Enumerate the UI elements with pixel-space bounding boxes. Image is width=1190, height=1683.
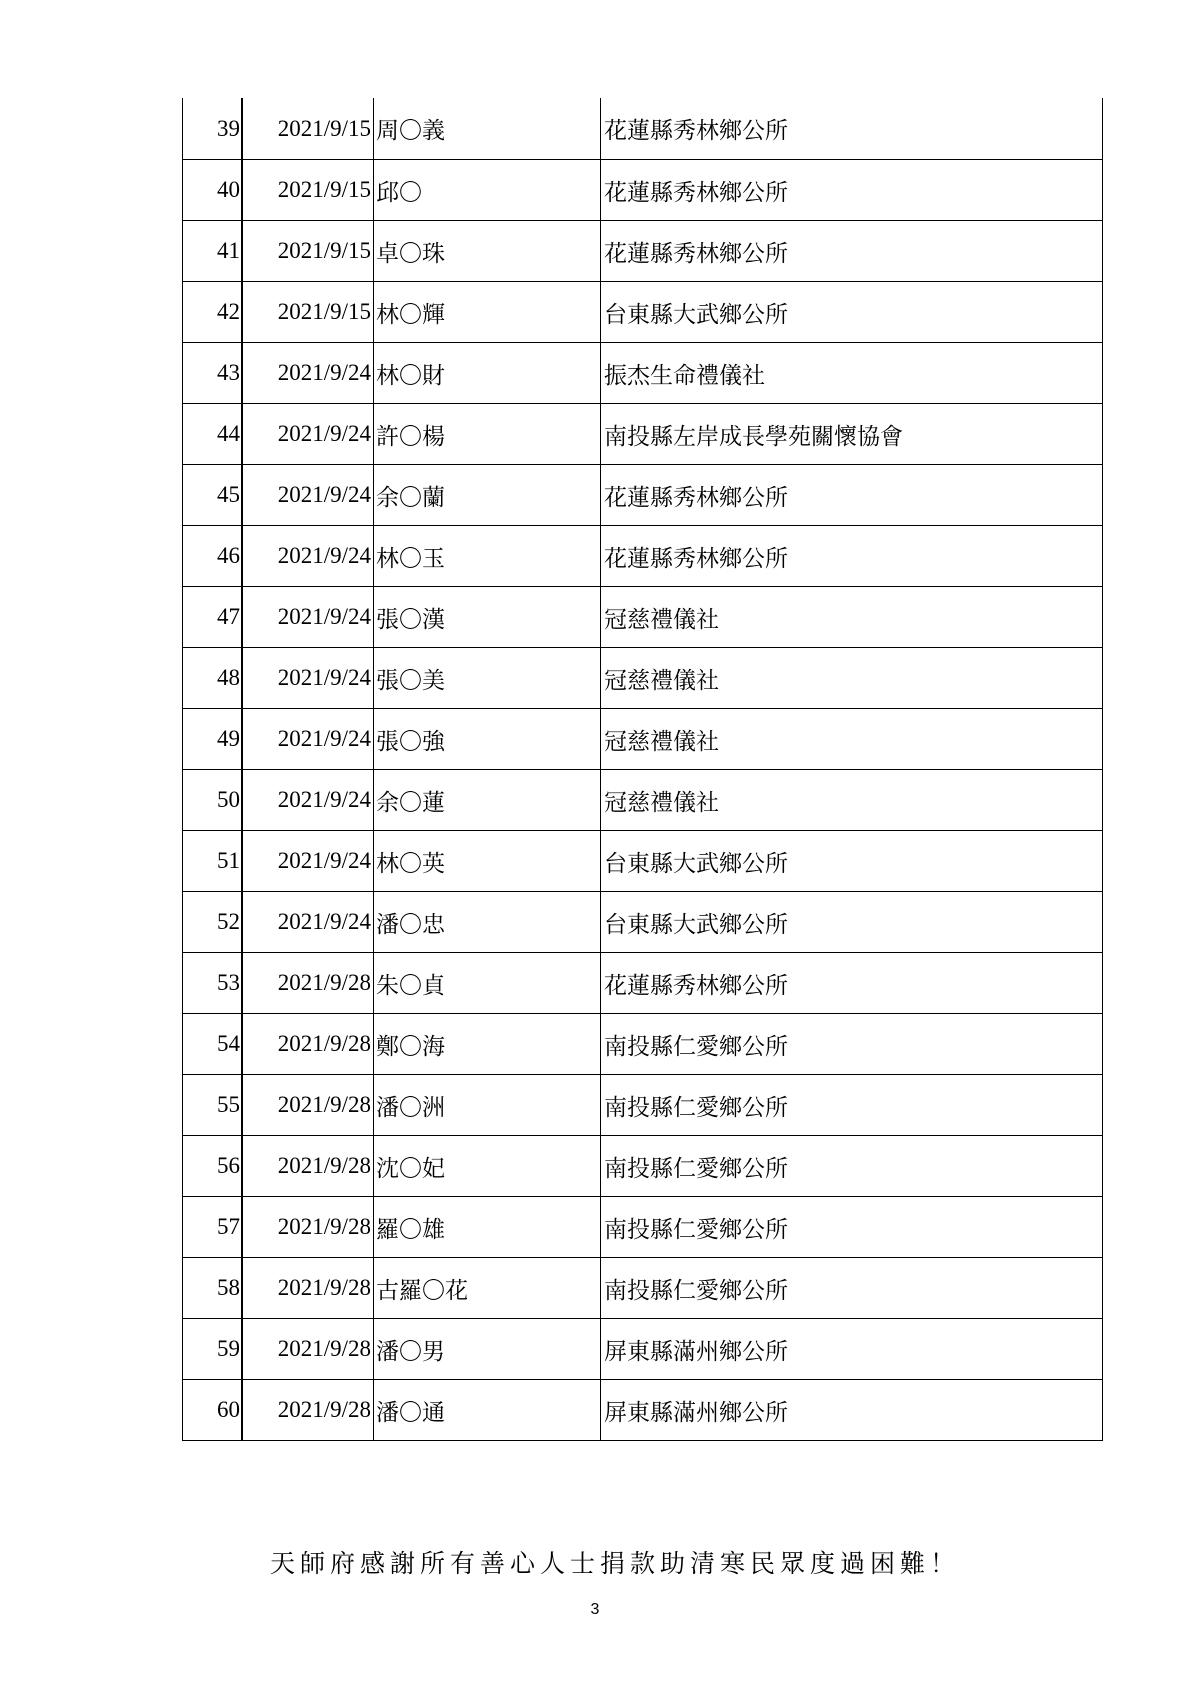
donor-name-cell bbox=[374, 343, 601, 404]
recipient-org-cell bbox=[601, 1258, 1103, 1319]
donation-date-cell-text: 2021/9/28 bbox=[277, 1153, 371, 1178]
row-number-cell-text: 41 bbox=[217, 238, 240, 263]
donor-name-cell-text: 張〇漢 bbox=[376, 606, 445, 632]
row-number-cell-text: 60 bbox=[217, 1397, 240, 1422]
recipient-org-cell-text: 南投縣仁愛鄉公所 bbox=[604, 1155, 788, 1181]
row-number-cell bbox=[183, 1319, 243, 1380]
recipient-org-cell-text: 南投縣仁愛鄉公所 bbox=[604, 1277, 788, 1303]
row-number-cell-text: 50 bbox=[217, 787, 240, 812]
recipient-org-cell bbox=[601, 282, 1103, 343]
donor-name-cell bbox=[374, 98, 601, 160]
row-number-cell-text: 40 bbox=[217, 177, 240, 202]
donor-name-cell-text: 林〇玉 bbox=[376, 545, 445, 571]
donation-date-cell-text: 2021/9/28 bbox=[277, 1214, 371, 1239]
recipient-org-cell bbox=[601, 709, 1103, 770]
donation-date-cell bbox=[242, 465, 374, 526]
table-row bbox=[183, 404, 1103, 465]
page-number: 3 bbox=[590, 1601, 600, 1618]
donor-name-cell-text: 許〇楊 bbox=[376, 423, 445, 449]
donation-date-cell-text: 2021/9/24 bbox=[277, 604, 371, 629]
table-row bbox=[183, 892, 1103, 953]
row-number-cell-text: 55 bbox=[217, 1092, 240, 1117]
donation-date-cell bbox=[242, 1380, 374, 1441]
donor-name-cell-text: 潘〇洲 bbox=[376, 1094, 445, 1120]
donation-date-cell-text: 2021/9/24 bbox=[277, 543, 371, 568]
recipient-org-cell-text: 冠慈禮儀社 bbox=[604, 789, 719, 815]
recipient-org-cell-text: 冠慈禮儀社 bbox=[604, 606, 719, 632]
donor-name-cell bbox=[374, 282, 601, 343]
recipient-org-cell bbox=[601, 526, 1103, 587]
donor-name-cell-text: 林〇財 bbox=[376, 362, 445, 388]
recipient-org-cell-text: 冠慈禮儀社 bbox=[604, 667, 719, 693]
row-number-cell-text: 47 bbox=[217, 604, 240, 629]
row-number-cell bbox=[183, 404, 243, 465]
row-number-cell-text: 44 bbox=[217, 421, 240, 446]
donor-name-cell-text: 古羅〇花 bbox=[376, 1277, 468, 1303]
donation-date-cell bbox=[242, 709, 374, 770]
donation-date-cell bbox=[242, 526, 374, 587]
recipient-org-cell-text: 花蓮縣秀林鄉公所 bbox=[604, 118, 788, 143]
row-number-cell-text: 59 bbox=[217, 1336, 240, 1361]
recipient-org-cell-text: 振杰生命禮儀社 bbox=[604, 362, 765, 388]
donation-date-cell bbox=[242, 404, 374, 465]
row-number-cell bbox=[183, 648, 243, 709]
recipient-org-cell-text: 南投縣仁愛鄉公所 bbox=[604, 1216, 788, 1242]
table-row bbox=[183, 648, 1103, 709]
donation-date-cell-text: 2021/9/28 bbox=[277, 1092, 371, 1117]
donation-date-cell-text: 2021/9/15 bbox=[277, 177, 371, 202]
table-row bbox=[183, 770, 1103, 831]
row-number-cell bbox=[183, 831, 243, 892]
donation-date-cell bbox=[242, 953, 374, 1014]
donor-name-cell-text: 沈〇妃 bbox=[376, 1155, 445, 1181]
row-number-cell-text: 46 bbox=[217, 543, 240, 568]
row-number-cell-text: 57 bbox=[217, 1214, 240, 1239]
row-number-cell-text: 56 bbox=[217, 1153, 240, 1178]
recipient-org-cell bbox=[601, 343, 1103, 404]
recipient-org-cell-text: 台東縣大武鄉公所 bbox=[604, 911, 788, 937]
table-row bbox=[183, 1258, 1103, 1319]
recipient-org-cell bbox=[601, 953, 1103, 1014]
donor-name-cell-text: 張〇美 bbox=[376, 667, 445, 693]
row-number-cell bbox=[183, 1075, 243, 1136]
donor-name-cell bbox=[374, 1380, 601, 1441]
donation-date-cell-text: 2021/9/15 bbox=[277, 115, 371, 141]
donor-name-cell bbox=[374, 892, 601, 953]
row-number-cell bbox=[183, 953, 243, 1014]
donation-date-cell-text: 2021/9/15 bbox=[277, 238, 371, 263]
donation-date-cell bbox=[242, 221, 374, 282]
donation-date-cell-text: 2021/9/28 bbox=[277, 1031, 371, 1056]
donation-date-cell bbox=[242, 282, 374, 343]
donation-date-cell-text: 2021/9/28 bbox=[277, 1336, 371, 1361]
row-number-cell bbox=[183, 709, 243, 770]
recipient-org-cell bbox=[601, 1380, 1103, 1441]
row-number-cell-text: 45 bbox=[217, 482, 240, 507]
donor-name-cell-text: 朱〇貞 bbox=[376, 972, 445, 998]
table-row bbox=[183, 98, 1103, 160]
table-row bbox=[183, 587, 1103, 648]
recipient-org-cell bbox=[601, 1319, 1103, 1380]
row-number-cell bbox=[183, 343, 243, 404]
donation-date-cell-text: 2021/9/15 bbox=[277, 299, 371, 324]
donor-name-cell bbox=[374, 1014, 601, 1075]
row-number-cell bbox=[183, 587, 243, 648]
row-number-cell bbox=[183, 1136, 243, 1197]
donation-date-cell bbox=[242, 1075, 374, 1136]
row-number-cell bbox=[183, 526, 243, 587]
row-number-cell-text: 51 bbox=[217, 848, 240, 873]
donation-date-cell bbox=[242, 770, 374, 831]
donation-date-cell bbox=[242, 1197, 374, 1258]
donation-date-cell bbox=[242, 648, 374, 709]
recipient-org-cell bbox=[601, 1075, 1103, 1136]
donor-name-cell bbox=[374, 1197, 601, 1258]
donation-date-cell bbox=[242, 831, 374, 892]
donation-date-cell bbox=[242, 1319, 374, 1380]
table-row bbox=[183, 831, 1103, 892]
recipient-org-cell bbox=[601, 1136, 1103, 1197]
table-row bbox=[183, 1075, 1103, 1136]
donor-name-cell bbox=[374, 404, 601, 465]
donation-date-cell bbox=[242, 98, 374, 160]
recipient-org-cell-text: 南投縣左岸成長學苑關懷協會 bbox=[604, 423, 903, 449]
table-row bbox=[183, 282, 1103, 343]
row-number-cell bbox=[183, 221, 243, 282]
row-number-cell-text: 54 bbox=[217, 1031, 240, 1056]
recipient-org-cell bbox=[601, 587, 1103, 648]
donor-name-cell bbox=[374, 1136, 601, 1197]
donor-name-cell bbox=[374, 831, 601, 892]
donation-date-cell-text: 2021/9/24 bbox=[277, 421, 371, 446]
donor-name-cell-text: 邱〇 bbox=[376, 179, 422, 205]
donor-name-cell bbox=[374, 465, 601, 526]
table-row bbox=[183, 1319, 1103, 1380]
donor-name-cell bbox=[374, 587, 601, 648]
donor-name-cell-text: 潘〇男 bbox=[376, 1338, 445, 1364]
donation-date-cell-text: 2021/9/24 bbox=[277, 482, 371, 507]
donor-name-cell-text: 羅〇雄 bbox=[376, 1216, 445, 1242]
recipient-org-cell-text: 屏東縣滿州鄉公所 bbox=[604, 1399, 788, 1425]
donor-name-cell-text: 余〇蘭 bbox=[376, 484, 445, 510]
row-number-cell bbox=[183, 160, 243, 221]
row-number-cell-text: 52 bbox=[217, 909, 240, 934]
recipient-org-cell bbox=[601, 831, 1103, 892]
donation-table-body bbox=[183, 98, 1103, 1441]
donation-date-cell bbox=[242, 892, 374, 953]
donor-name-cell-text: 潘〇忠 bbox=[376, 911, 445, 937]
donation-date-cell bbox=[242, 160, 374, 221]
recipient-org-cell bbox=[601, 221, 1103, 282]
donor-name-cell bbox=[374, 526, 601, 587]
row-number-cell bbox=[183, 1014, 243, 1075]
table-row bbox=[183, 1197, 1103, 1258]
donation-table bbox=[182, 98, 1103, 1441]
table-row bbox=[183, 160, 1103, 221]
table-row bbox=[183, 953, 1103, 1014]
donation-date-cell bbox=[242, 587, 374, 648]
row-number-cell bbox=[183, 282, 243, 343]
donation-date-cell-text: 2021/9/24 bbox=[277, 787, 371, 812]
recipient-org-cell-text: 南投縣仁愛鄉公所 bbox=[604, 1094, 788, 1120]
recipient-org-cell bbox=[601, 892, 1103, 953]
recipient-org-cell bbox=[601, 648, 1103, 709]
recipient-org-cell bbox=[601, 465, 1103, 526]
donation-date-cell-text: 2021/9/24 bbox=[277, 360, 371, 385]
table-row bbox=[183, 709, 1103, 770]
table-row bbox=[183, 1014, 1103, 1075]
row-number-cell-text: 48 bbox=[217, 665, 240, 690]
recipient-org-cell bbox=[601, 1014, 1103, 1075]
table-row bbox=[183, 465, 1103, 526]
recipient-org-cell-text: 花蓮縣秀林鄉公所 bbox=[604, 179, 788, 205]
recipient-org-cell-text: 花蓮縣秀林鄉公所 bbox=[604, 240, 788, 266]
recipient-org-cell-text: 冠慈禮儀社 bbox=[604, 728, 719, 754]
donation-date-cell-text: 2021/9/28 bbox=[277, 970, 371, 995]
row-number-cell-text: 43 bbox=[217, 360, 240, 385]
row-number-cell-text: 58 bbox=[217, 1275, 240, 1300]
donation-date-cell bbox=[242, 343, 374, 404]
row-number-cell bbox=[183, 770, 243, 831]
row-number-cell-text: 49 bbox=[217, 726, 240, 751]
donor-name-cell bbox=[374, 953, 601, 1014]
donation-date-cell-text: 2021/9/28 bbox=[277, 1397, 371, 1422]
donor-name-cell-text: 林〇輝 bbox=[376, 301, 445, 327]
table-row bbox=[183, 343, 1103, 404]
row-number-cell-text: 53 bbox=[217, 970, 240, 995]
donor-name-cell bbox=[374, 1075, 601, 1136]
recipient-org-cell-text: 花蓮縣秀林鄉公所 bbox=[604, 484, 788, 510]
donor-name-cell bbox=[374, 1258, 601, 1319]
row-number-cell bbox=[183, 1258, 243, 1319]
donation-date-cell bbox=[242, 1258, 374, 1319]
donor-name-cell bbox=[374, 648, 601, 709]
table-row bbox=[183, 1380, 1103, 1441]
table-row bbox=[183, 221, 1103, 282]
row-number-cell-text: 39 bbox=[217, 115, 240, 141]
recipient-org-cell bbox=[601, 770, 1103, 831]
donor-name-cell-text: 林〇英 bbox=[376, 850, 445, 876]
donor-name-cell-text: 余〇蓮 bbox=[376, 789, 445, 815]
donor-name-cell bbox=[374, 709, 601, 770]
recipient-org-cell-text: 南投縣仁愛鄉公所 bbox=[604, 1033, 788, 1059]
recipient-org-cell-text: 屏東縣滿州鄉公所 bbox=[604, 1338, 788, 1364]
donation-date-cell-text: 2021/9/28 bbox=[277, 1275, 371, 1300]
donor-name-cell bbox=[374, 770, 601, 831]
recipient-org-cell-text: 花蓮縣秀林鄉公所 bbox=[604, 545, 788, 571]
donation-date-cell-text: 2021/9/24 bbox=[277, 726, 371, 751]
donation-date-cell bbox=[242, 1014, 374, 1075]
donation-date-cell-text: 2021/9/24 bbox=[277, 665, 371, 690]
donor-name-cell-text: 鄭〇海 bbox=[376, 1033, 445, 1059]
donation-date-cell bbox=[242, 1136, 374, 1197]
donor-name-cell bbox=[374, 221, 601, 282]
recipient-org-cell bbox=[601, 98, 1103, 160]
donor-name-cell bbox=[374, 160, 601, 221]
row-number-cell bbox=[183, 1197, 243, 1258]
thanks-text: 天師府感謝所有善心人士捐款助清寒民眾度過困難！ bbox=[269, 1549, 960, 1578]
recipient-org-cell bbox=[601, 404, 1103, 465]
recipient-org-cell bbox=[601, 1197, 1103, 1258]
donor-name-cell-text: 潘〇通 bbox=[376, 1399, 445, 1425]
donation-date-cell-text: 2021/9/24 bbox=[277, 848, 371, 873]
recipient-org-cell-text: 台東縣大武鄉公所 bbox=[604, 301, 788, 327]
donor-name-cell bbox=[374, 1319, 601, 1380]
row-number-cell bbox=[183, 892, 243, 953]
row-number-cell bbox=[183, 1380, 243, 1441]
recipient-org-cell bbox=[601, 160, 1103, 221]
thanks-message bbox=[0, 1544, 1190, 1580]
recipient-org-cell-text: 花蓮縣秀林鄉公所 bbox=[604, 972, 788, 998]
recipient-org-cell-text: 台東縣大武鄉公所 bbox=[604, 850, 788, 876]
donor-name-cell-text: 周〇義 bbox=[376, 118, 445, 143]
table-row bbox=[183, 1136, 1103, 1197]
donor-name-cell-text: 卓〇珠 bbox=[376, 240, 445, 266]
row-number-cell bbox=[183, 465, 243, 526]
row-number-cell bbox=[183, 98, 243, 160]
row-number-cell-text: 42 bbox=[217, 299, 240, 324]
donation-date-cell-text: 2021/9/24 bbox=[277, 909, 371, 934]
table-row bbox=[183, 526, 1103, 587]
donor-name-cell-text: 張〇強 bbox=[376, 728, 445, 754]
